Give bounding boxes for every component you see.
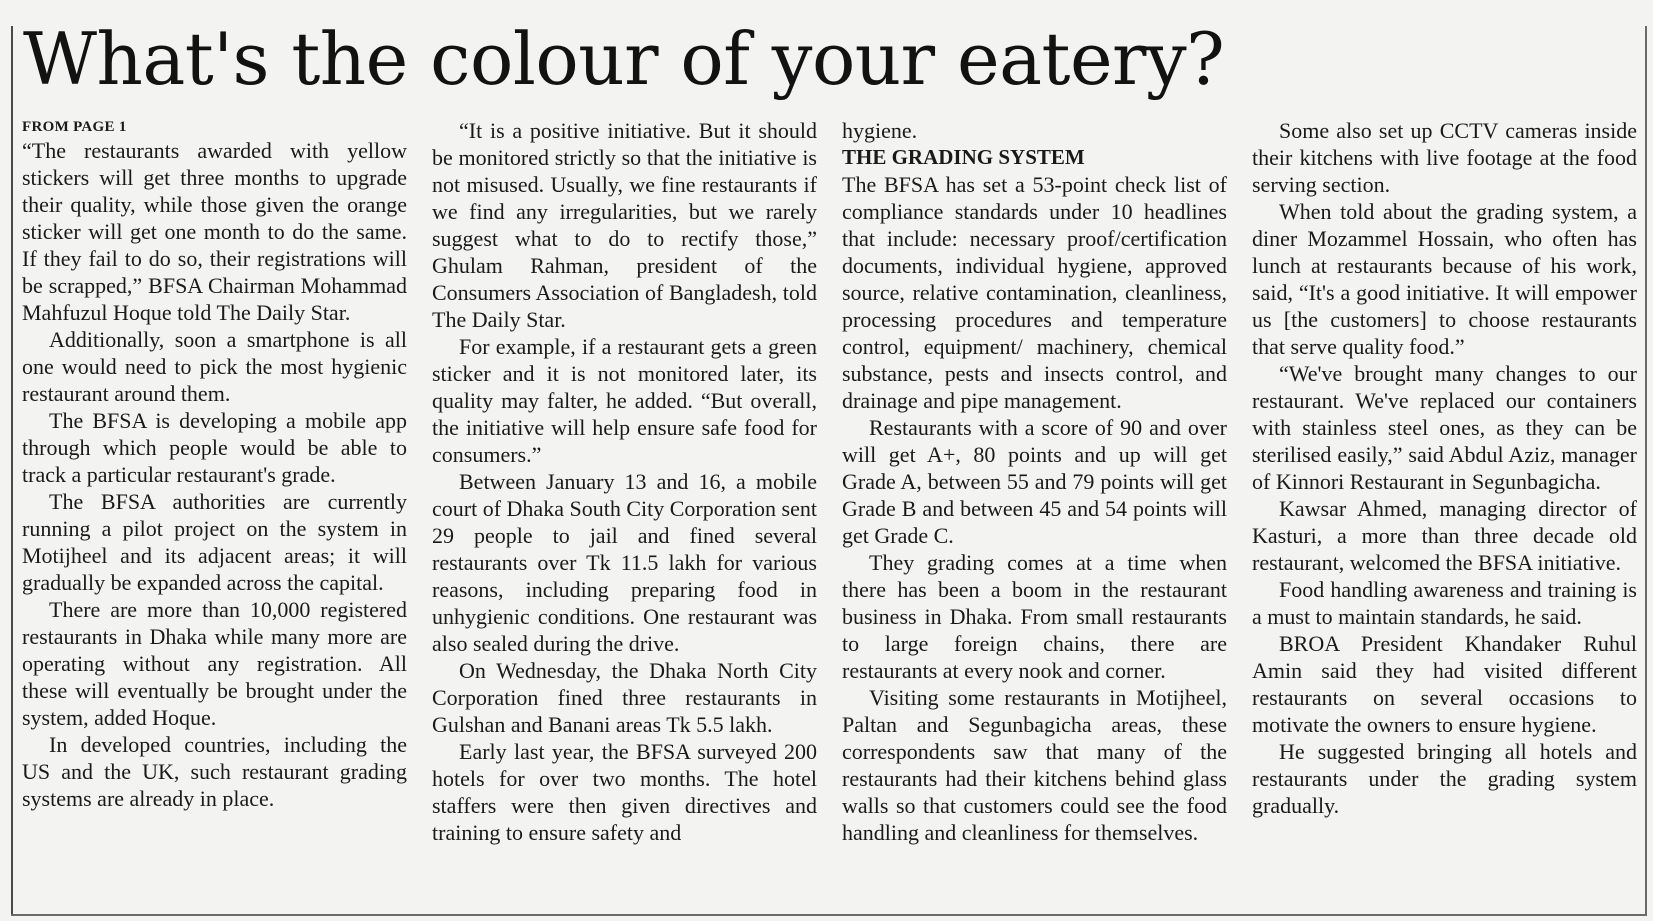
article-column-2 bbox=[432, 117, 817, 907]
article-headline: What's the colour of your eatery? bbox=[23, 17, 1225, 101]
article-paragraph: Food handling awareness and training is a must to maintain standards, he said. bbox=[1252, 577, 1637, 629]
article-columns bbox=[22, 117, 1636, 907]
article-paragraph: On Wednesday, the Dhaka North City Corporation fined three restaurants in Gulshan and Banani areas Tk 5.5 lakh. bbox=[432, 658, 817, 737]
article-column-1 bbox=[22, 117, 407, 907]
article-paragraph: Restaurants with a score of 90 and over will get A+, 80 points and up will get Grade A, between 55 and 79 points will get Grade B and between 45 and 54 points will get Grade C. bbox=[842, 415, 1227, 548]
article-paragraph: hygiene. bbox=[842, 118, 918, 143]
article-paragraph: He suggested bringing all hotels and restaurants under the grading system gradually. bbox=[1252, 739, 1637, 818]
from-page-kicker: FROM PAGE 1 bbox=[22, 119, 127, 135]
article-paragraph: Kawsar Ahmed, managing director of Kasturi, a more than three decade old restaurant, welcomed the BFSA initiative. bbox=[1252, 496, 1637, 575]
article-paragraph: Between January 13 and 16, a mobile court of Dhaka South City Corporation sent 29 people to jail and fined several restaurants over Tk 11.5 lakh for various reasons, including preparing food in unhygienic conditions. One restaurant was also sealed during the drive. bbox=[432, 469, 817, 656]
article-paragraph: Early last year, the BFSA surveyed 200 hotels for over two months. The hotel staffers were then given directives and training to ensure safety and bbox=[432, 739, 817, 845]
right-border-rule bbox=[1645, 26, 1647, 916]
article-paragraph: Additionally, soon a smartphone is all one would need to pick the most hygienic restaurant around them. bbox=[22, 327, 407, 406]
article-paragraph: For example, if a restaurant gets a green sticker and it is not monitored later, its quality may falter, he added. “But overall, the initiative will help ensure safe food for consumers.” bbox=[432, 334, 817, 467]
article-paragraph: In developed countries, including the US and the UK, such restaurant grading systems are already in place. bbox=[22, 732, 407, 811]
article-paragraph: “It is a positive initiative. But it should be monitored strictly so that the initiative is not misused. Usually, we fine restaurants if we find any irregularities, but we rarely suggest what to do to rectify those,” Ghulam Rahman, president of the Consumers Association of Bangladesh, told The Daily Star. bbox=[432, 118, 817, 332]
article-paragraph: BROA President Khandaker Ruhul Amin said they had visited different restaurants on several occasions to motivate the owners to ensure hygiene. bbox=[1252, 631, 1637, 737]
left-border-rule bbox=[11, 26, 13, 916]
article-column-3 bbox=[842, 117, 1227, 907]
section-subhead: THE GRADING SYSTEM bbox=[842, 145, 1085, 169]
article-paragraph: The BFSA has set a 53-point check list of compliance standards under 10 headlines that include: necessary proof/certification documents, individual hygiene, approved source, relative contamination, cleanliness, processing procedures and temperature control, equipment/ machinery, chemical substance, pests and insects control, and drainage and pipe management. bbox=[842, 172, 1227, 413]
article-paragraph: Some also set up CCTV cameras inside their kitchens with live footage at the food serving section. bbox=[1252, 118, 1637, 197]
article-paragraph: The BFSA authorities are currently running a pilot project on the system in Motijheel and its adjacent areas; it will gradually be expanded across the capital. bbox=[22, 489, 407, 595]
article-paragraph: “We've brought many changes to our restaurant. We've replaced our containers with stainless steel ones, as they can be sterilised easily,” said Abdul Aziz, manager of Kinnori Restaurant in Segunbagicha. bbox=[1252, 361, 1637, 494]
article-paragraph: The BFSA is developing a mobile app through which people would be able to track a particular restaurant's grade. bbox=[22, 408, 407, 487]
bottom-border-rule bbox=[11, 914, 1647, 916]
article-paragraph: When told about the grading system, a diner Mozammel Hossain, who often has lunch at restaurants because of his work, said, “It's a good initiative. It will empower us [the customers] to choose restaurants that serve quality food.” bbox=[1252, 199, 1637, 359]
article-paragraph: There are more than 10,000 registered restaurants in Dhaka while many more are operating without any registration. All these will eventually be brought under the system, added Hoque. bbox=[22, 597, 407, 730]
article-paragraph: Visiting some restaurants in Motijheel, Paltan and Segunbagicha areas, these correspondents saw that many of the restaurants had their kitchens behind glass walls so that customers could see the food handling and cleanliness for themselves. bbox=[842, 685, 1227, 845]
article-column-4 bbox=[1252, 117, 1637, 907]
article-paragraph: They grading comes at a time when there has been a boom in the restaurant business in Dhaka. From small restaurants to large foreign chains, there are restaurants at every nook and corner. bbox=[842, 550, 1227, 683]
article-paragraph: “The restaurants awarded with yellow stickers will get three months to upgrade their quality, while those given the orange sticker will get one month to do the same. If they fail to do so, their registrations will be scrapped,” BFSA Chairman Mohammad Mahfuzul Hoque told The Daily Star. bbox=[22, 138, 407, 325]
